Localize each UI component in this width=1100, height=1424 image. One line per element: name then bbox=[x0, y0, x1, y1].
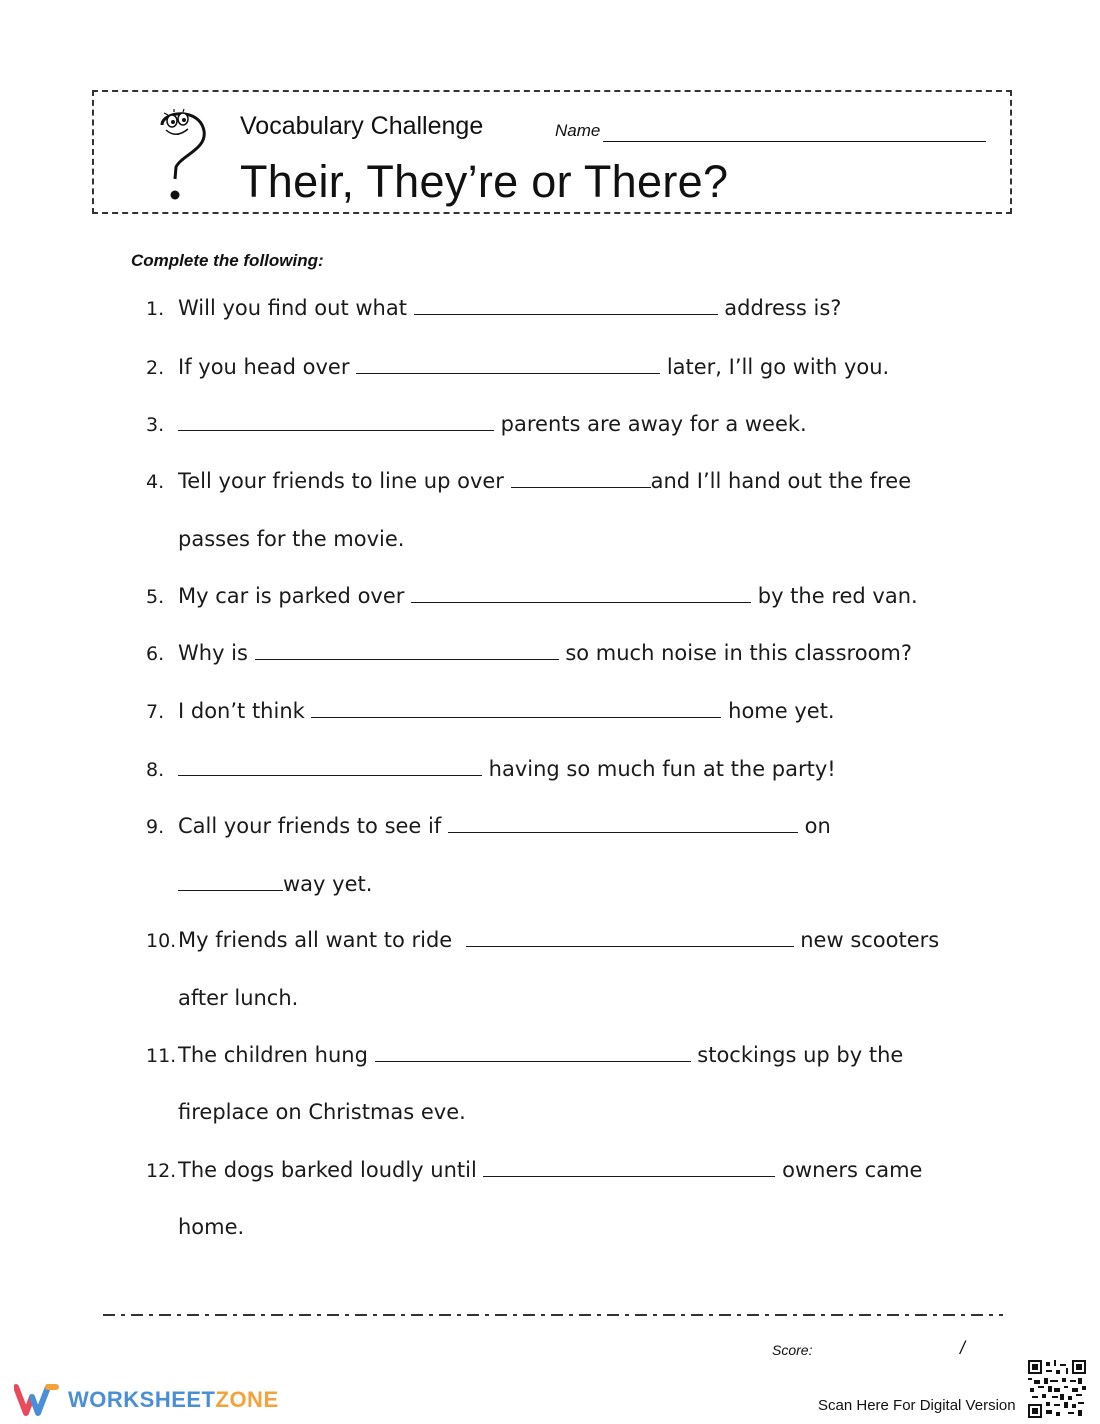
question-number: 10. bbox=[146, 930, 177, 952]
question-1 bbox=[146, 294, 841, 323]
question-text-after: stockings up by the bbox=[690, 1043, 904, 1067]
instructions: Complete the following: bbox=[131, 251, 324, 270]
question-number: 4. bbox=[146, 471, 165, 493]
question-text-after: having so much fun at the party! bbox=[482, 757, 836, 781]
question-mark-mascot-icon bbox=[152, 103, 214, 203]
question-text-after: later, I’ll go with you. bbox=[660, 355, 890, 379]
question-text-before: If you head over bbox=[178, 355, 357, 379]
brand-name-part1: WORKSHEET bbox=[68, 1387, 216, 1412]
question-text-after: home yet. bbox=[721, 699, 835, 723]
score-slash: / bbox=[960, 1338, 966, 1358]
page-title: Their, They’re or There? bbox=[240, 156, 729, 207]
question-text-after: on bbox=[797, 814, 831, 838]
score-label: Score: bbox=[772, 1342, 813, 1358]
question-text-after: and I’ll hand out the free bbox=[650, 469, 912, 493]
question-text-before: Call your friends to see if bbox=[178, 814, 448, 838]
question-text-after: way yet. bbox=[283, 872, 373, 896]
answer-blank[interactable] bbox=[356, 353, 660, 374]
answer-blank[interactable] bbox=[178, 870, 283, 891]
question-12 bbox=[146, 1156, 922, 1185]
answer-blank[interactable] bbox=[414, 294, 718, 315]
question-6 bbox=[146, 639, 912, 668]
name-field[interactable] bbox=[603, 141, 986, 142]
question-8 bbox=[146, 755, 836, 784]
question-2 bbox=[146, 353, 889, 382]
question-text-before: The dogs barked loudly until bbox=[178, 1158, 484, 1182]
question-text-before: Tell your friends to line up over bbox=[178, 469, 511, 493]
answer-blank[interactable] bbox=[448, 812, 798, 833]
worksheetzone-logo-icon bbox=[14, 1383, 60, 1417]
question-text-after: by the red van. bbox=[751, 584, 918, 608]
question-11-continuation: fireplace on Christmas eve. bbox=[178, 1100, 466, 1124]
question-10 bbox=[146, 926, 939, 955]
question-3 bbox=[146, 410, 807, 439]
question-number: 2. bbox=[146, 357, 165, 379]
question-text-before: My friends all want to ride bbox=[178, 928, 466, 952]
question-text-after: so much noise in this classroom? bbox=[558, 641, 913, 665]
question-4 bbox=[146, 467, 911, 496]
question-number: 12. bbox=[146, 1160, 177, 1182]
brand-name-part2: ZONE bbox=[215, 1387, 279, 1412]
footer-divider bbox=[103, 1314, 1003, 1316]
question-number: 3. bbox=[146, 414, 165, 436]
answer-blank[interactable] bbox=[255, 639, 559, 660]
question-text-after: parents are away for a week. bbox=[494, 412, 807, 436]
question-4-continuation: passes for the movie. bbox=[178, 527, 405, 551]
question-10-continuation: after lunch. bbox=[178, 986, 299, 1010]
question-5 bbox=[146, 582, 918, 611]
question-9-continuation bbox=[178, 870, 372, 898]
question-number: 8. bbox=[146, 759, 165, 781]
scan-instruction: Scan Here For Digital Version bbox=[818, 1397, 1016, 1414]
question-number: 1. bbox=[146, 298, 165, 320]
answer-blank[interactable] bbox=[178, 410, 494, 431]
question-text-after: address is? bbox=[717, 296, 842, 320]
answer-blank[interactable] bbox=[311, 697, 721, 718]
answer-blank[interactable] bbox=[411, 582, 751, 603]
question-11 bbox=[146, 1041, 903, 1070]
question-text-before: The children hung bbox=[178, 1043, 375, 1067]
question-text-before: I don’t think bbox=[178, 699, 312, 723]
answer-blank[interactable] bbox=[178, 755, 482, 776]
question-text-after: new scooters bbox=[793, 928, 940, 952]
brand-logo bbox=[14, 1383, 279, 1417]
worksheet-subtitle: Vocabulary Challenge bbox=[240, 112, 484, 140]
question-text-before: My car is parked over bbox=[178, 584, 412, 608]
question-number: 7. bbox=[146, 701, 165, 723]
question-7 bbox=[146, 697, 835, 726]
question-text-before: Why is bbox=[178, 641, 255, 665]
qr-code-icon[interactable] bbox=[1028, 1360, 1086, 1418]
question-number: 5. bbox=[146, 586, 165, 608]
question-12-continuation: home. bbox=[178, 1215, 245, 1239]
question-text-after: owners came bbox=[775, 1158, 923, 1182]
question-9 bbox=[146, 812, 831, 841]
answer-blank[interactable] bbox=[483, 1156, 775, 1177]
answer-blank[interactable] bbox=[466, 926, 794, 947]
question-text-before: Will you find out what bbox=[178, 296, 414, 320]
name-label: Name bbox=[555, 121, 601, 140]
question-number: 9. bbox=[146, 816, 165, 838]
question-number: 11. bbox=[146, 1045, 177, 1067]
question-number: 6. bbox=[146, 643, 165, 665]
answer-blank[interactable] bbox=[375, 1041, 691, 1062]
answer-blank[interactable] bbox=[511, 467, 651, 488]
